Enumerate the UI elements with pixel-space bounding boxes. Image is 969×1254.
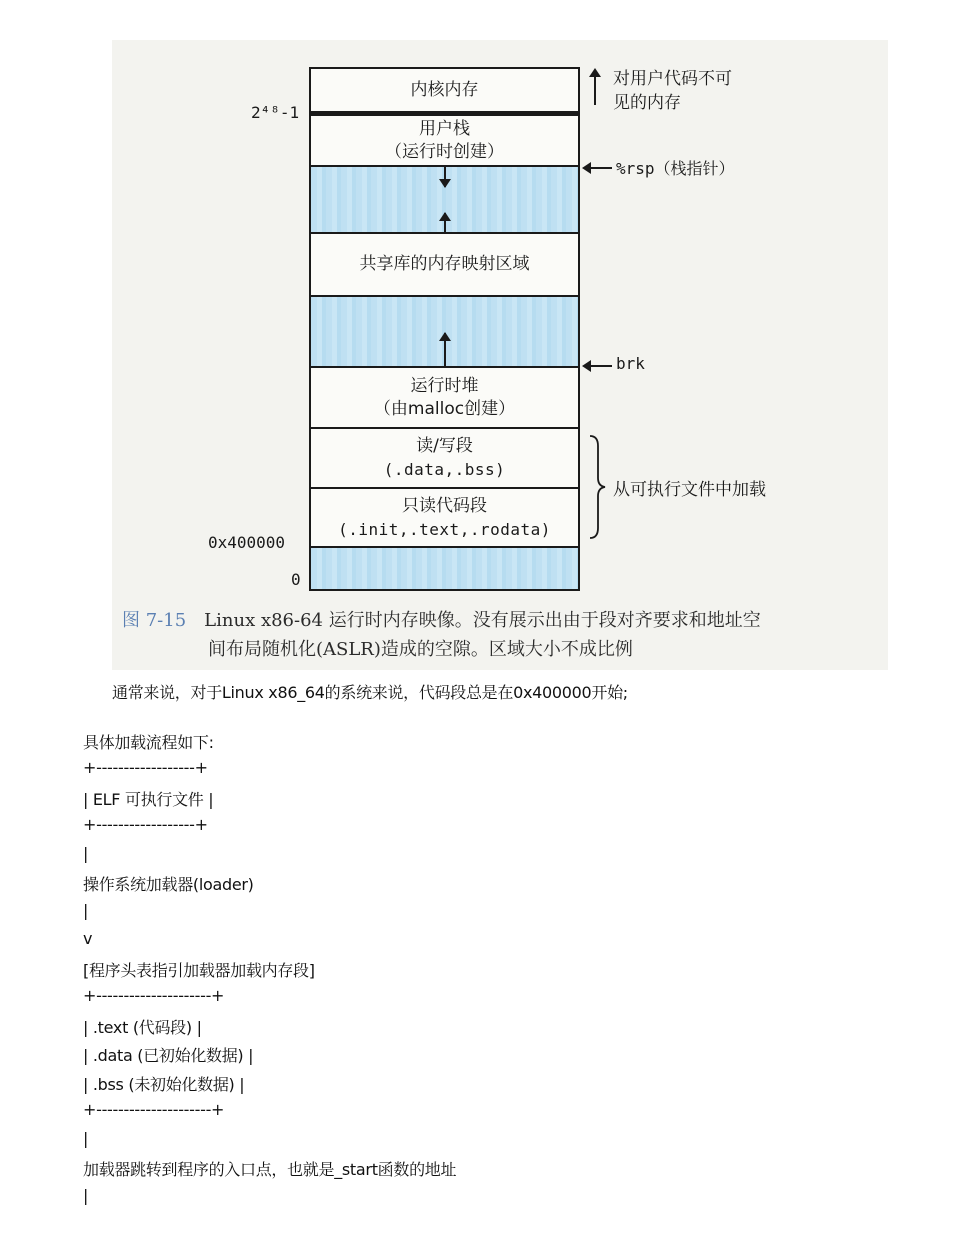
flow-line: |: [83, 1129, 89, 1148]
heap-growth-gap: [311, 297, 578, 368]
runtime-heap-label: 运行时堆: [410, 375, 479, 396]
zero-address-label: 0: [291, 570, 301, 589]
loaded-segments-brace: [588, 434, 608, 540]
caption-line1: [122, 606, 892, 635]
brk-pointer-arrow: [590, 365, 612, 367]
flow-line: | .bss (未初始化数据) |: [83, 1075, 245, 1094]
flow-line: 加载器跳转到程序的入口点，也就是_start函数的地址: [83, 1160, 457, 1179]
rsp-pointer-arrow: [590, 167, 612, 169]
figure-number: 图 7-15: [122, 610, 187, 631]
user-stack-label: 用户栈: [419, 118, 470, 139]
flow-line: +------------------+: [83, 815, 208, 834]
loaded-from-executable-label: 从可执行文件中加载: [613, 480, 766, 500]
read-only-code-sublabel: (.init,.text,.rodata): [338, 519, 551, 539]
read-only-code-label: 只读代码段: [402, 495, 487, 516]
flow-title: 具体加载流程如下:: [83, 733, 214, 752]
stack-grow-down-arrow: [444, 167, 446, 187]
runtime-heap-sublabel: （由malloc创建）: [373, 398, 516, 419]
heap-grow-up-arrow: [444, 333, 446, 368]
top-address-label: 2⁴⁸-1: [251, 103, 300, 122]
flow-line: +------------------+: [83, 758, 208, 777]
user-stack-segment: [311, 116, 578, 167]
shared-library-label: 共享库的内存映射区域: [359, 254, 530, 274]
invisible-memory-label-line2: 见的内存: [613, 93, 681, 113]
rsp-label: %rsp（栈指针）: [616, 159, 735, 178]
flow-line: +---------------------+: [83, 986, 225, 1005]
unused-low-memory-segment: [311, 548, 578, 589]
invisible-memory-up-arrow: [594, 76, 596, 105]
code-start-address-label: 0x400000: [208, 533, 286, 552]
caption-text-line1: Linux x86-64 运行时内存映像。没有展示出由于段对齐要求和地址空: [204, 610, 761, 631]
kernel-memory-label: 内核内存: [410, 79, 479, 100]
flow-line: |: [83, 1186, 89, 1205]
invisible-memory-label-line1: 对用户代码不可: [613, 69, 732, 89]
flow-line: [程序头表指引加载器加载内存段]: [83, 961, 315, 980]
read-write-segment: [311, 429, 578, 489]
flow-line: v: [83, 929, 93, 948]
shared-lib-grow-up-arrow: [444, 213, 446, 234]
caption-text-line2: 间布局随机化(ASLR)造成的空隙。区域大小不成比例: [208, 639, 633, 660]
flow-line: | ELF 可执行文件 |: [83, 790, 214, 809]
read-write-label: 读/写段: [416, 436, 473, 456]
intro-paragraph: 通常来说，对于Linux x86_64的系统来说，代码段总是在0x400000开始;: [112, 683, 628, 702]
read-write-sublabel: (.data,.bss): [383, 460, 506, 479]
memory-stack: [309, 67, 580, 591]
brk-label: brk: [616, 354, 645, 373]
flow-line: |: [83, 844, 89, 863]
user-stack-sublabel: （运行时创建）: [385, 141, 504, 162]
figure-caption: [122, 606, 892, 664]
read-only-code-segment: [311, 489, 578, 548]
kernel-memory-segment: [311, 69, 578, 116]
stack-growth-gap: [311, 167, 578, 234]
flow-line: |: [83, 901, 89, 920]
flow-line: +---------------------+: [83, 1100, 225, 1119]
shared-library-segment: [311, 234, 578, 297]
flow-line: 操作系统加载器(loader): [83, 875, 254, 894]
flow-line: | .text (代码段) |: [83, 1018, 202, 1037]
runtime-heap-segment: [311, 368, 578, 429]
flow-line: | .data (已初始化数据) |: [83, 1046, 254, 1065]
